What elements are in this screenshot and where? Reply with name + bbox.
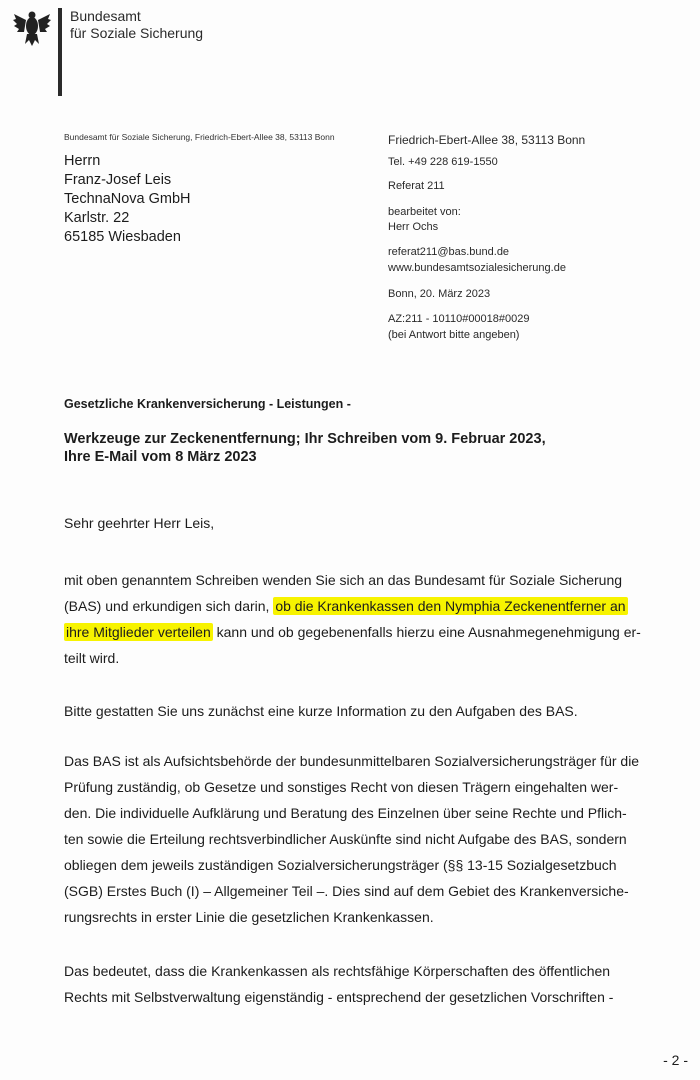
recipient-salutation: Herrn (64, 153, 101, 169)
subject-line2: Ihre E-Mail vom 8 März 2023 (64, 449, 257, 465)
highlighted-text: ihre Mitglieder verteilen (66, 624, 211, 640)
info-address: Friedrich-Ebert-Allee 38, 53113 Bonn (388, 133, 586, 147)
info-reference-note: (bei Antwort bitte angeben) (388, 329, 520, 341)
info-processed-by-label: bearbeitet von: (388, 206, 461, 218)
p4-line: Rechts mit Selbstverwaltung eigenständig - entsprechend der gesetzlichen Vorschriften - (64, 989, 614, 1005)
paragraph-4 (64, 958, 644, 1010)
p3-line: den. Die individuelle Aufklärung und Beratung des Einzelnen über seine Rechte und Pflich- (64, 805, 627, 821)
p3-line: rungsrechts in erster Linie die gesetzlichen Krankenkassen. (64, 909, 434, 925)
p3-line: Das BAS ist als Aufsichtsbehörde der bundesunmittelbaren Sozialversicherungsträger für die (64, 753, 640, 769)
greeting-text: Sehr geehrter Herr Leis, (64, 515, 215, 531)
info-phone: Tel. +49 228 619-1550 (388, 156, 498, 168)
highlighted-text: ob die Krankenkassen den Nymphia Zeckenentferner an (275, 598, 626, 614)
logo-divider (58, 8, 62, 96)
paragraph-3 (64, 748, 644, 930)
paragraph-2 (64, 698, 644, 724)
p1-line4: teilt wird. (64, 650, 120, 666)
p1-line2 (64, 593, 644, 619)
p3-line: obliegen dem jeweils zuständigen Sozialversicherungsträger (§§ 13-15 Sozialgesetzbuch (64, 857, 617, 873)
info-email: referat211@bas.bund.de (388, 246, 510, 258)
p3-line: Prüfung zuständig, ob Gesetze und sonstiges Recht von diesen Trägern eingehalten wer- (64, 779, 619, 795)
p4-line: Das bedeutet, dass die Krankenkassen als rechtsfähige Körperschaften des öffentlichen (64, 963, 611, 979)
org-name-line1: Bundesamt (70, 8, 141, 24)
recipient-name: Franz-Josef Leis (64, 172, 172, 188)
info-website: www.bundesamtsozialesicherung.de (388, 262, 566, 274)
paragraph-1 (64, 567, 644, 671)
recipient-street: Karlstr. 22 (64, 210, 130, 226)
info-processed-by: Herr Ochs (388, 221, 439, 233)
info-department: Referat 211 (388, 180, 445, 192)
sender-return-address: Bundesamt für Soziale Sicherung, Friedrich-Ebert-Allee 38, 53113 Bonn (64, 132, 335, 142)
subject-category: Gesetzliche Krankenversicherung - Leistungen - (64, 397, 351, 411)
p1-line1: mit oben genanntem Schreiben wenden Sie sich an das Bundesamt für Soziale Sicherung (64, 572, 623, 588)
p3-line: (SGB) Erstes Buch (I) – Allgemeiner Teil –. Dies sind auf dem Gebiet des Krankenversiche- (64, 883, 629, 899)
federal-eagle-icon (12, 6, 52, 50)
p2-line1: Bitte gestatten Sie uns zunächst eine kurze Information zu den Aufgaben des BAS. (64, 703, 578, 719)
org-logo-text (70, 8, 203, 42)
recipient-address (64, 152, 191, 247)
p1-line3 (64, 619, 644, 645)
org-name-line2: für Soziale Sicherung (70, 25, 204, 41)
p1-line2-text: (BAS) und erkundigen sich darin, (64, 598, 274, 614)
subject-line1: Werkzeuge zur Zeckenentfernung; Ihr Schreiben vom 9. Februar 2023, (64, 431, 546, 447)
subject (64, 430, 546, 466)
info-reference: AZ:211 - 10110#00018#0029 (388, 313, 530, 325)
p3-line: ten sowie die Erteilung rechtsverbindlicher Auskünfte sind nicht Aufgabe des BAS, sondern (64, 831, 627, 847)
info-date: Bonn, 20. März 2023 (388, 288, 491, 300)
recipient-city: 65185 Wiesbaden (64, 229, 181, 245)
p1-line3-text: kann und ob gegebenenfalls hierzu eine Ausnahmegenehmigung er- (212, 624, 641, 640)
page-number: - 2 - (663, 1052, 688, 1068)
recipient-company: TechnaNova GmbH (64, 191, 191, 207)
greeting (64, 510, 644, 536)
